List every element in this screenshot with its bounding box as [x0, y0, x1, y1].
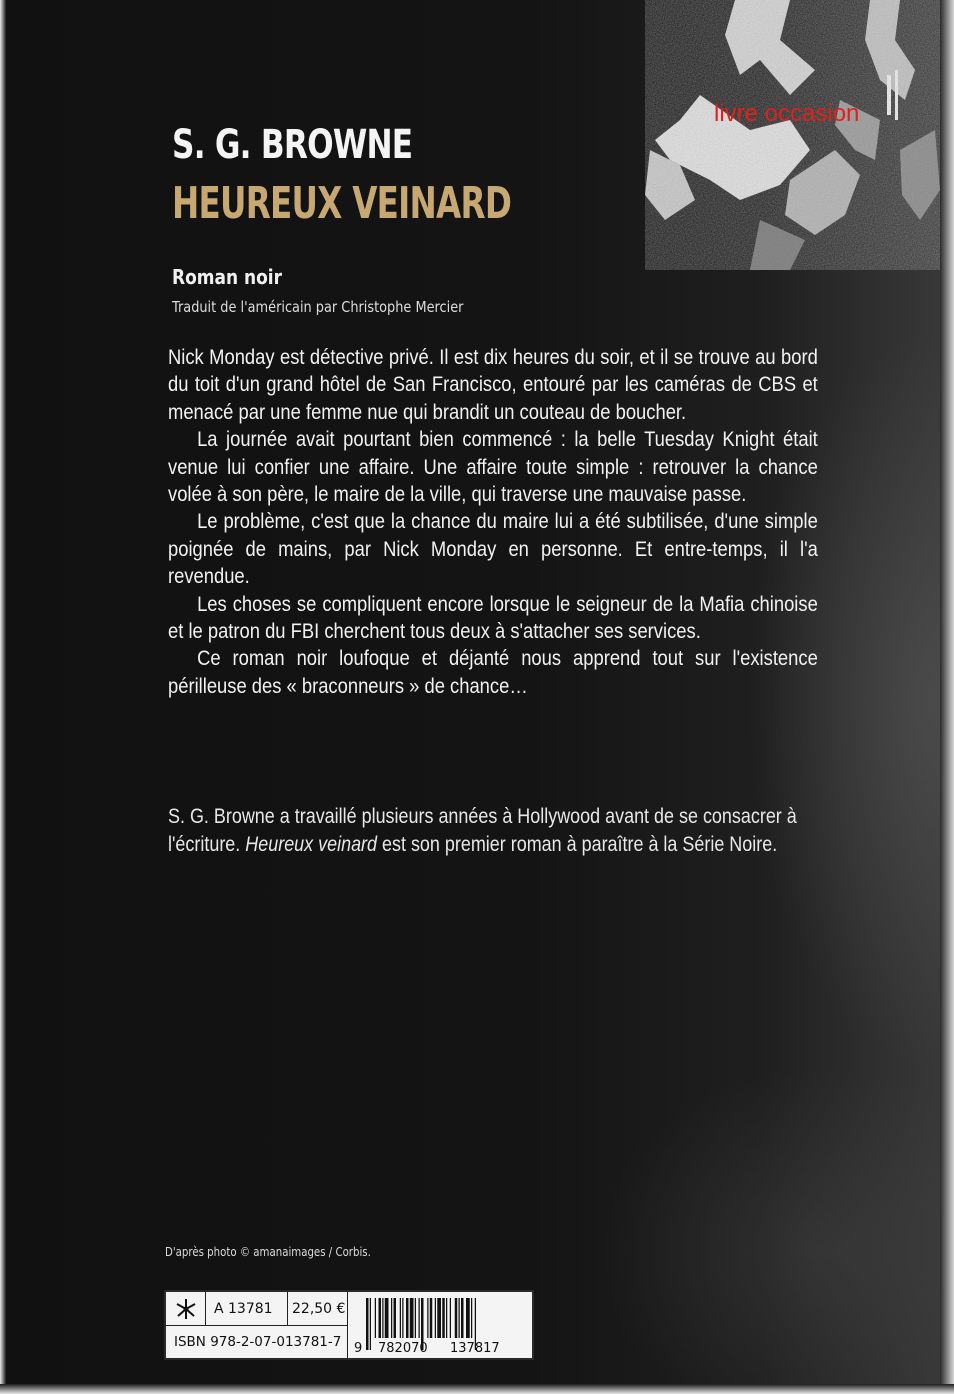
- barcode-bar: [402, 1298, 403, 1338]
- cover-bottom-edge: [0, 1384, 954, 1394]
- synopsis-paragraph: Le problème, c'est que la chance du maire lui a été subtilisée, d'une simple poignée de mains, par Nick Monday en personne. Et entre-temps, il l'a revendue.: [168, 509, 818, 589]
- barcode-bar: [406, 1298, 409, 1338]
- barcode: [348, 1292, 532, 1358]
- barcode-bar: [471, 1298, 472, 1338]
- barcode-bar: [446, 1298, 447, 1338]
- watermark-label: livre occasion: [714, 100, 860, 127]
- barcode-bar: [415, 1298, 416, 1338]
- synopsis-paragraph: La journée avait pourtant bien commencé : la belle Tuesday Knight était venue lui confier une affaire. Une affaire toute simple : retrouver la chance volée à son père, le maire de la ville, qui traverse une mauvaise passe.: [168, 427, 818, 507]
- barcode-bar: [459, 1298, 460, 1338]
- barcode-bar: [435, 1298, 436, 1338]
- barcode-bar: [375, 1298, 376, 1338]
- cover-left-edge: [0, 0, 6, 1394]
- photo-credit: D'après photo © amanaimages / Corbis.: [165, 1245, 371, 1259]
- barcode-bar: [391, 1298, 392, 1338]
- barcode-bar: [437, 1298, 441, 1338]
- barcode-bar: [410, 1298, 414, 1338]
- synopsis: [168, 344, 818, 700]
- barcode-bar: [442, 1298, 445, 1338]
- barcode-graphic: [352, 1296, 528, 1354]
- book-title: HEUREUX VEINARD: [172, 178, 512, 229]
- cover-photo-fragment: [640, 0, 940, 270]
- bio-text: S. G. Browne a travaillé plusieurs années à Hollywood avant de se consacrer à l'écriture.: [168, 805, 797, 856]
- synopsis-paragraph: Nick Monday est détective privé. Il est dix heures du soir, et il se trouve au bord du toit d'un grand hôtel de San Francisco, entouré par les caméras de CBS et menacé par une femme nue qui brandit un couteau de boucher.: [168, 345, 818, 424]
- barcode-digits: 782070: [378, 1341, 428, 1354]
- bio-book-title: Heureux veinard: [245, 833, 378, 856]
- barcode-bar: [385, 1298, 389, 1338]
- translator-credit: Traduit de l'américain par Christophe Mercier: [172, 298, 464, 316]
- barcode-bar: [455, 1298, 458, 1338]
- synopsis-paragraph: Ce roman noir loufoque et déjanté nous apprend tout sur l'existence périlleuse des « braconneurs » de chance…: [168, 646, 818, 698]
- isbn-label: ISBN 978-2-07-013781-7: [166, 1326, 348, 1358]
- barcode-bar: [419, 1298, 420, 1338]
- genre-label: Roman noir: [172, 265, 282, 289]
- cover-right-edge: [940, 0, 954, 1394]
- barcode-bar: [466, 1298, 470, 1338]
- barcode-bar: [382, 1298, 383, 1338]
- bio-text: est son premier roman à paraître à la Série Noire.: [377, 833, 778, 856]
- publisher-logo-icon: [166, 1292, 206, 1326]
- barcode-bar: [427, 1298, 428, 1338]
- price-label: 22,50 €: [288, 1292, 348, 1326]
- synopsis-paragraph: Les choses se compliquent encore lorsque le seigneur de la Mafia chinoise et le patron du FBI cherchent tous deux à s'attacher ses services.: [168, 591, 818, 644]
- barcode-bar: [394, 1298, 397, 1338]
- barcode-digits: 137817: [450, 1341, 500, 1354]
- author-name: S. G. BROWNE: [172, 122, 413, 168]
- barcode-bar: [366, 1298, 369, 1350]
- barcode-bar: [379, 1298, 382, 1338]
- barcode-digits: 9: [354, 1341, 363, 1354]
- catalog-code: A 13781: [206, 1292, 288, 1326]
- barcode-bar: [370, 1298, 371, 1350]
- barcode-bar: [430, 1298, 433, 1338]
- barcode-bar: [461, 1298, 464, 1338]
- barcode-bar: [450, 1298, 451, 1338]
- price-isbn-box: [164, 1290, 534, 1360]
- author-bio: [168, 803, 818, 859]
- barcode-bar: [400, 1298, 401, 1338]
